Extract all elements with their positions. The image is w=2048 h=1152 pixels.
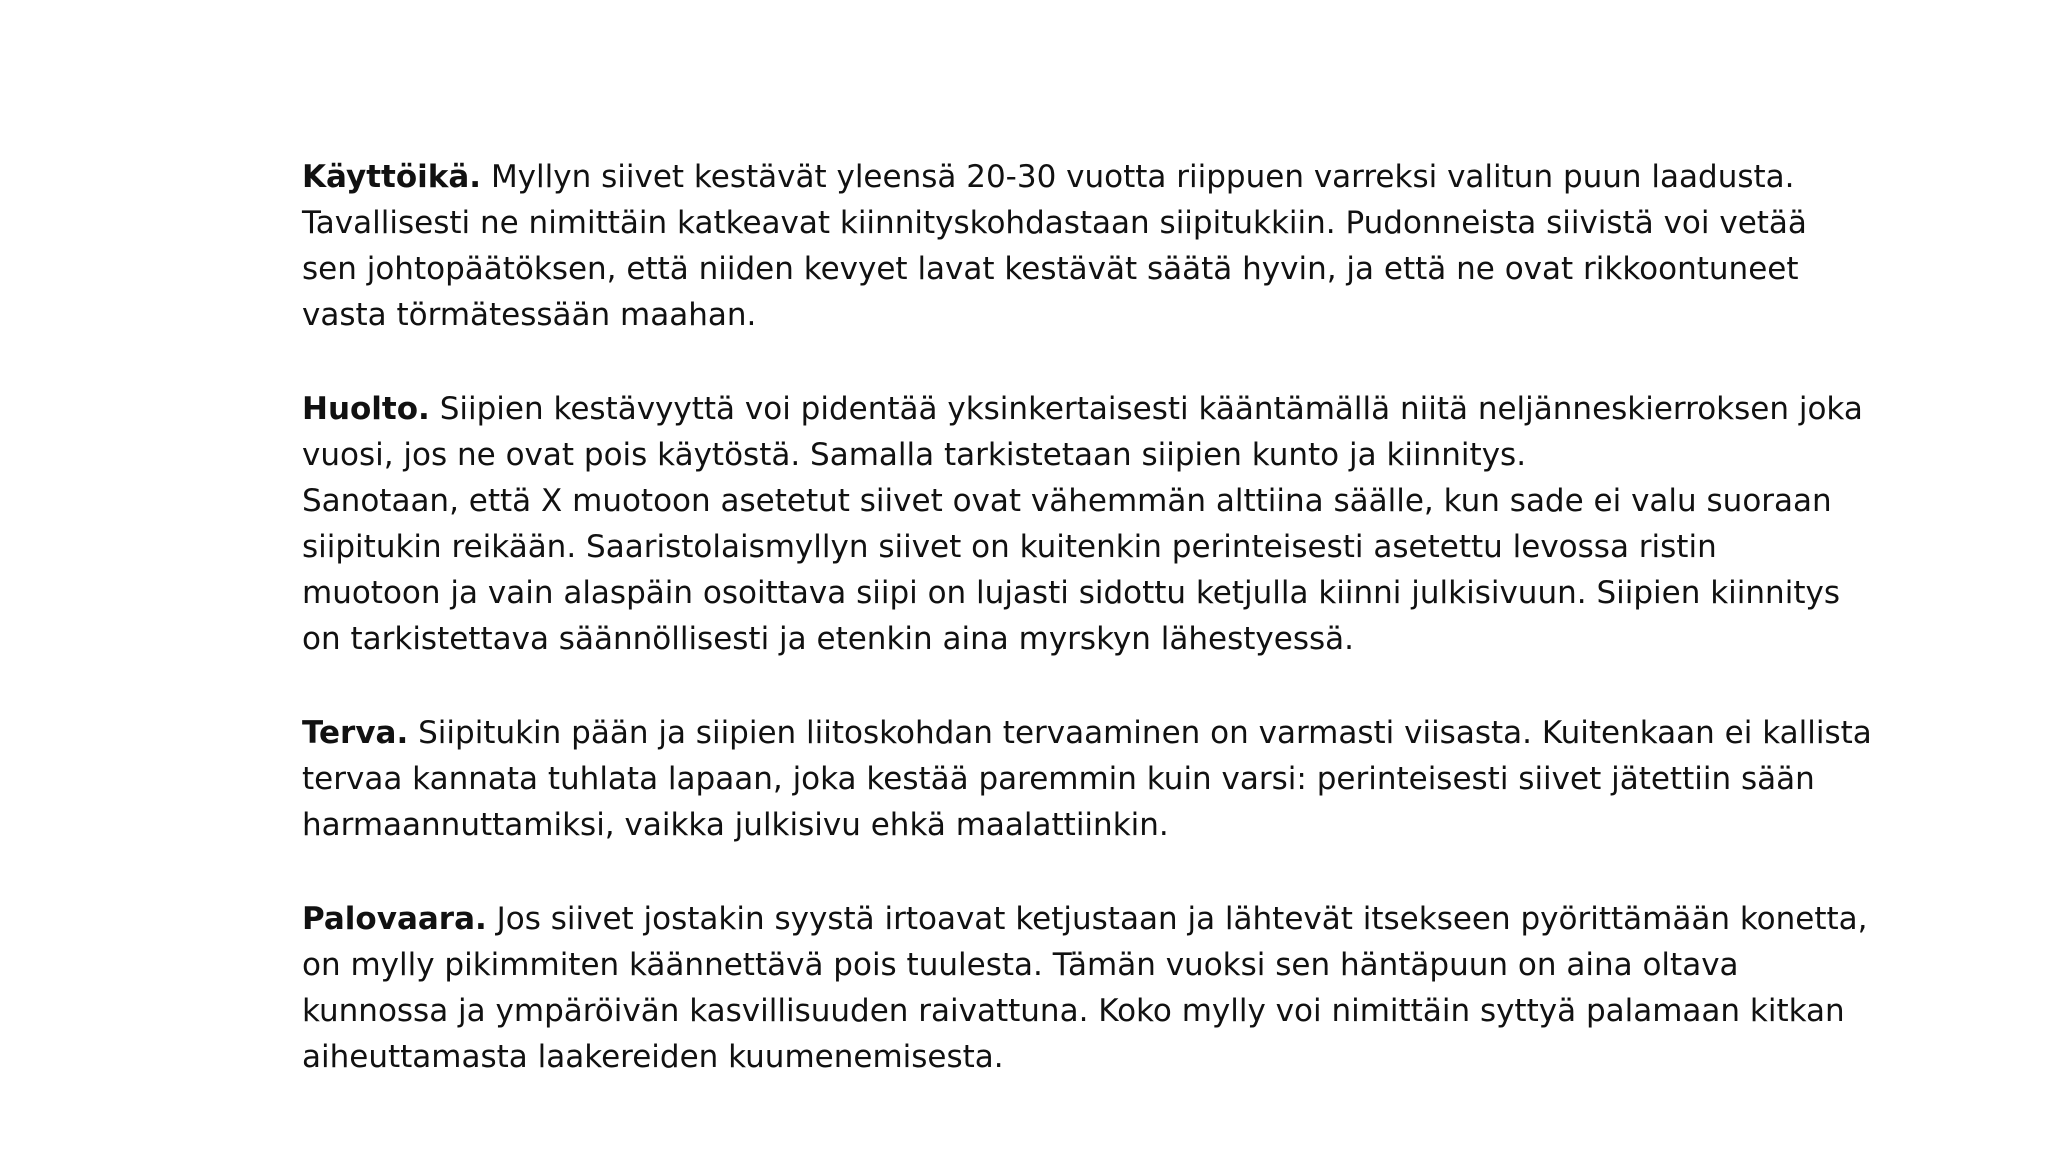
paragraph-line: tervaa kannata tuhlata lapaan, joka kestää paremmin kuin varsi: perinteisesti siivet jätettiin sään [302, 761, 1815, 797]
section-term: Huolto. [302, 391, 430, 427]
line-text: Jos siivet jostakin syystä irtoavat ketjustaan ja lähtevät itsekseen pyörittämään konetta, [496, 901, 1868, 937]
paragraph-line: muotoon ja vain alaspäin osoittava siipi on lujasti sidottu ketjulla kiinni julkisivuun. Siipien kiinnitys [302, 575, 1840, 611]
paragraph-line: vuosi, jos ne ovat pois käytöstä. Samalla tarkistetaan siipien kunto ja kiinnitys. [302, 437, 1527, 473]
paragraph-line: siipitukin reikään. Saaristolaismyllyn siivet on kuitenkin perinteisesti asetettu levossa ristin [302, 529, 1717, 565]
paragraph-line: vasta törmätessään maahan. [302, 297, 757, 333]
paragraph-line [302, 710, 1922, 756]
section-palovaara [302, 896, 1922, 1080]
line-text: Siipitukin pään ja siipien liitoskohdan tervaaminen on varmasti viisasta. Kuitenkaan ei kallista [418, 715, 1872, 751]
paragraph-line [302, 896, 1922, 942]
paragraph-line: harmaannuttamiksi, vaikka julkisivu ehkä maalattiinkin. [302, 807, 1169, 843]
section-term: Käyttöikä. [302, 159, 482, 195]
paragraph-line: sen johtopäätöksen, että niiden kevyet lavat kestävät säätä hyvin, ja että ne ovat rikkoontuneet [302, 251, 1799, 287]
paragraph-line: Sanotaan, että X muotoon asetetut siivet ovat vähemmän alttiina säälle, kun sade ei valu suoraan [302, 483, 1832, 519]
paragraph-line [302, 154, 1922, 200]
section-term: Terva. [302, 715, 409, 751]
paragraph-line: Tavallisesti ne nimittäin katkeavat kiinnityskohdastaan siipitukkiin. Pudonneista siivistä voi vetää [302, 205, 1807, 241]
paragraph-line: on tarkistettava säännöllisesti ja etenkin aina myrskyn lähestyessä. [302, 621, 1354, 657]
line-text: Siipien kestävyyttä voi pidentää yksinkertaisesti kääntämällä niitä neljänneskierroksen joka [439, 391, 1863, 427]
section-terva [302, 710, 1922, 848]
paragraph-line: aiheuttamasta laakereiden kuumenemisesta. [302, 1039, 1004, 1075]
line-text: Myllyn siivet kestävät yleensä 20-30 vuotta riippuen varreksi valitun puun laadusta. [490, 159, 1795, 195]
section-kayttoika [302, 154, 1922, 338]
section-term: Palovaara. [302, 901, 487, 937]
paragraph-line: kunnossa ja ympäröivän kasvillisuuden raivattuna. Koko mylly voi nimittäin syttyä palamaan kitkan [302, 993, 1845, 1029]
text-body [302, 154, 1922, 1128]
paragraph-line: on mylly pikimmiten käännettävä pois tuulesta. Tämän vuoksi sen häntäpuun on aina oltava [302, 947, 1739, 983]
paragraph-line [302, 386, 1922, 432]
section-huolto [302, 386, 1922, 662]
